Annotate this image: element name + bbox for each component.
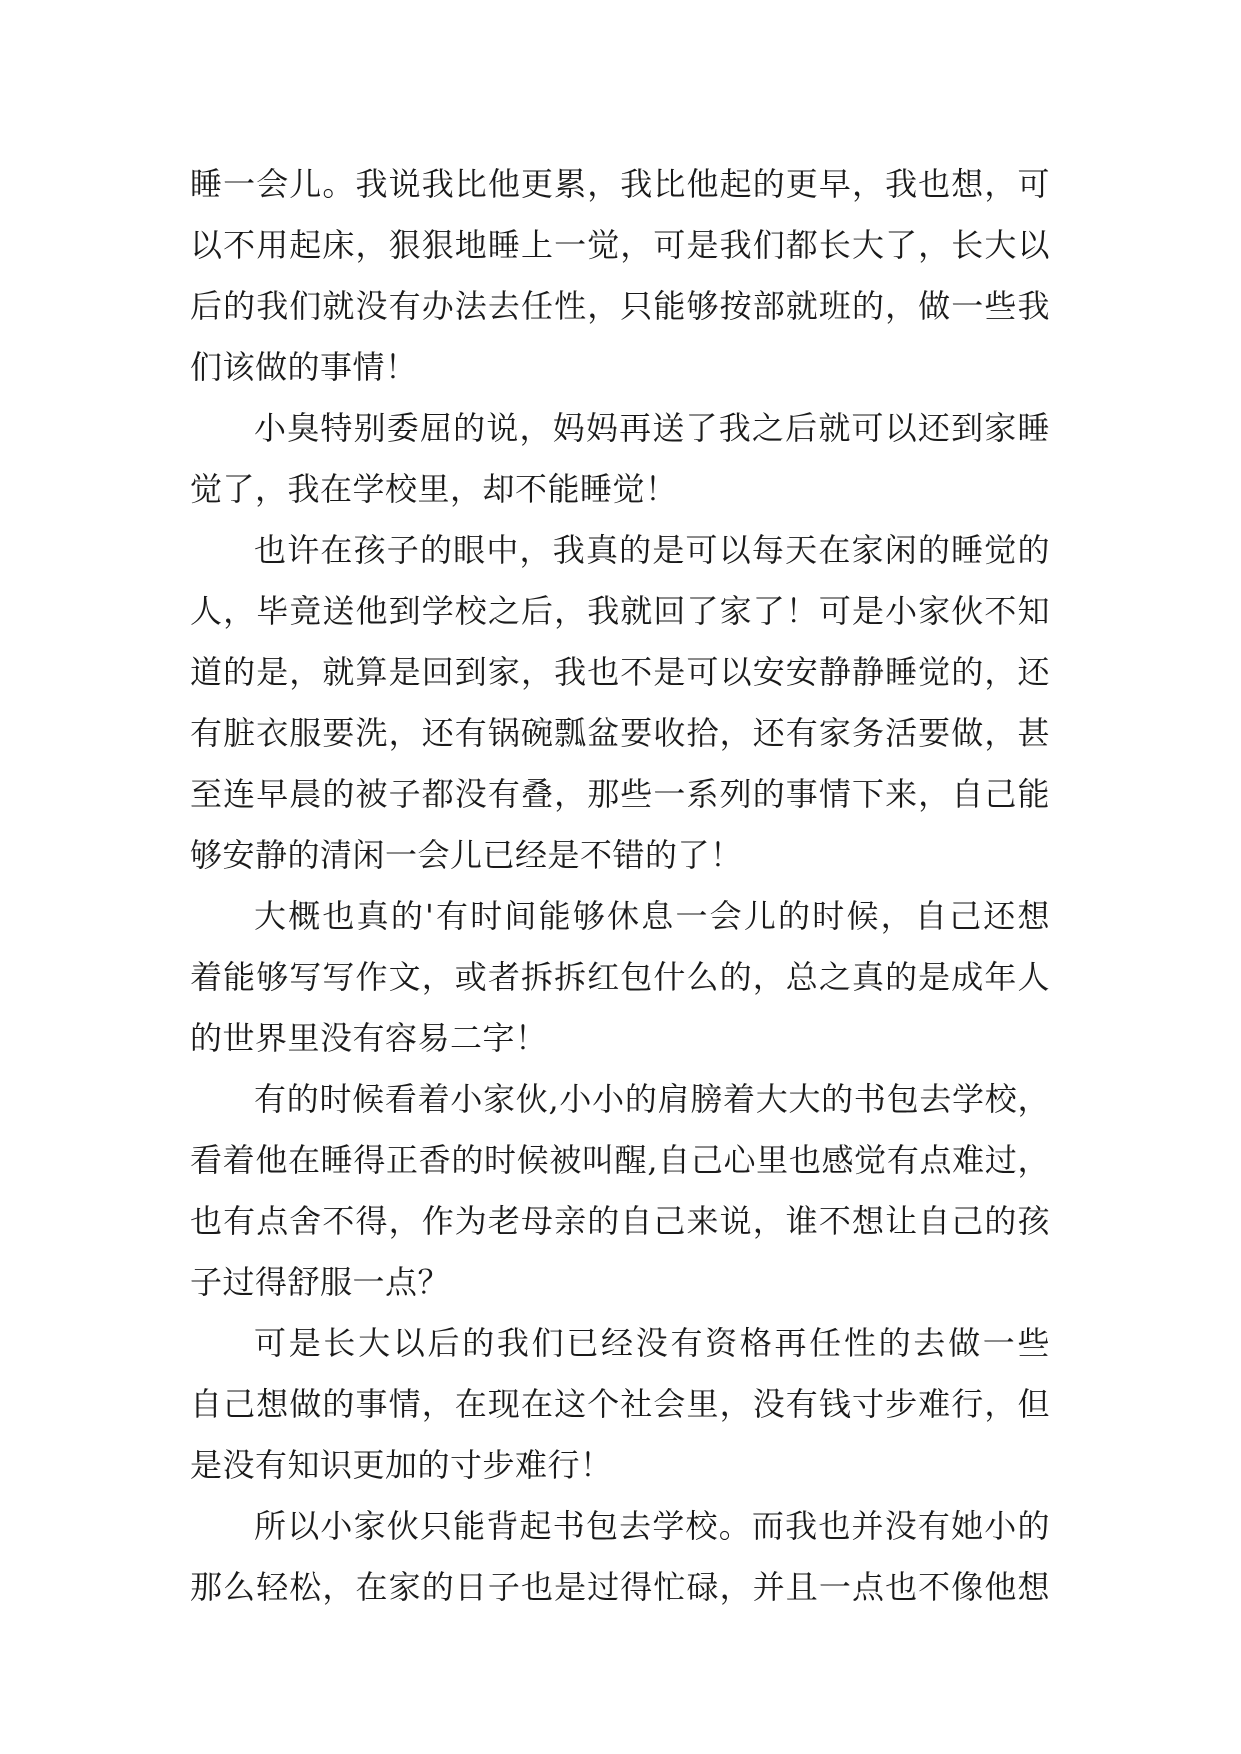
paragraph [190,1313,1050,1496]
text-line: 至连早晨的被子都没有叠，那些一系列的事情下来，自己能 [190,775,1050,813]
text-line: 大概也真的'有时间能够休息一会儿的时候，自己还想 [254,897,1050,935]
paragraph [190,154,1050,398]
paragraph [190,886,1050,1069]
text-line: 自己想做的事情，在现在这个社会里，没有钱寸步难行，但 [190,1385,1050,1423]
paragraph [190,1496,1050,1618]
text-line: 所以小家伙只能背起书包去学校。而我也并没有她小的 [254,1507,1050,1545]
text-line: 人，毕竟送他到学校之后，我就回了家了！可是小家伙不知 [190,592,1050,630]
text-line: 够安静的清闲一会儿已经是不错的了！ [190,836,743,874]
text-line: 看着他在睡得正香的时候被叫醒,自己心里也感觉有点难过， [190,1141,1050,1179]
text-line: 以不用起床，狠狠地睡上一觉，可是我们都长大了，长大以 [190,226,1050,264]
text-line: 的世界里没有容易二字！ [190,1019,548,1057]
text-line: 睡一会儿。我说我比他更累，我比他起的更早，我也想，可 [190,165,1050,203]
text-line: 后的我们就没有办法去任性，只能够按部就班的，做一些我 [190,287,1050,325]
text-line: 是没有知识更加的寸步难行！ [190,1446,613,1484]
text-line: 也有点舍不得，作为老母亲的自己来说，谁不想让自己的孩 [190,1202,1050,1240]
text-line: 可是长大以后的我们已经没有资格再任性的去做一些 [254,1324,1050,1362]
text-line: 子过得舒服一点？ [190,1263,451,1301]
paragraph [190,398,1050,520]
text-line: 也许在孩子的眼中，我真的是可以每天在家闲的睡觉的 [254,531,1050,569]
paragraph [190,520,1050,886]
text-line: 有脏衣服要洗，还有锅碗瓢盆要收拾，还有家务活要做，甚 [190,714,1050,752]
text-line: 觉了，我在学校里，却不能睡觉！ [190,470,678,508]
text-line: 着能够写写作文，或者拆拆红包什么的，总之真的是成年人 [190,958,1050,996]
text-line: 们该做的事情！ [190,348,418,386]
text-line: 道的是，就算是回到家，我也不是可以安安静静睡觉的，还 [190,653,1050,691]
body-text [190,154,1050,1618]
text-line: 那么轻松，在家的日子也是过得忙碌，并且一点也不像他想 [190,1568,1050,1606]
text-line: 有的时候看着小家伙,小小的肩膀着大大的书包去学校， [254,1080,1050,1118]
paragraph [190,1069,1050,1313]
text-line: 小臭特别委屈的说，妈妈再送了我之后就可以还到家睡 [254,409,1050,447]
